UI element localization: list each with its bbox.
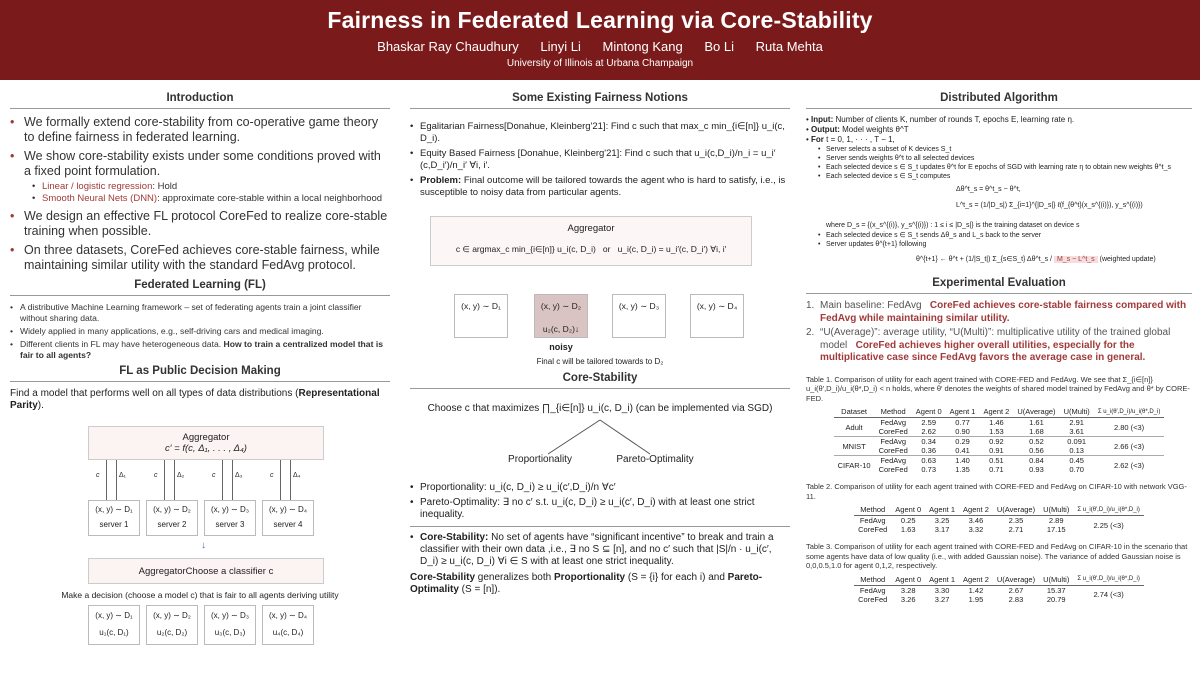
notions-diagram	[410, 202, 790, 382]
arrow-label: c	[212, 472, 216, 479]
author: Bhaskar Ray Chaudhury	[377, 39, 519, 54]
poster-header	[0, 0, 1200, 80]
arrow	[174, 460, 175, 500]
tailored-caption: Final c will be tailored towards to D₂	[536, 357, 664, 366]
list-item: • Linear / logistic regression: Hold	[32, 181, 390, 193]
fl-list	[10, 302, 390, 361]
table-3: Method Agent 0 Agent 1 Agent 2 U(Average) U(Multi) Σ u_i(θ′,D_i)/u_i(θ*,D_i) FedAvg 3.28 3.30 1.42 2.67 15.37 2.74 (<3) CoreFed 3.26 3.27 1.95 2.83 20.79	[854, 574, 1144, 604]
aggregator-box: Aggregator c′ = f(c, Δ₁, . . . , Δ₄)	[88, 426, 324, 460]
list-item: • Core-Stability: No set of agents have “significant incentive” to break and train a classifier with their own data ,i.e., ∃ no S ⊆ [n], and no c′ such that |S|/n · u_i(c′, D_i) ≥ u_i(c, D_i) ∀i ∈ S with at least one strict inequality.	[410, 532, 790, 568]
section-title-experiments: Experimental Evaluation	[806, 277, 1192, 294]
section-title-fl: Federated Learning (FL)	[10, 279, 390, 296]
list-item: • On three datasets, CoreFed achieves core-stable fairness, while maintaining similar utility with the standard FedAvg protocol.	[10, 243, 390, 273]
author: Ruta Mehta	[755, 39, 823, 54]
arrow	[164, 460, 165, 500]
arrow-label: c	[96, 472, 100, 479]
table-row: CoreFed 0.73 1.35 0.71 0.93 0.70	[878, 465, 1084, 474]
section-title-algorithm: Distributed Algorithm	[806, 92, 1192, 109]
column-left	[10, 92, 390, 667]
utility-box: (x, y) ∼ D₄ u₄(c, D₄)	[262, 605, 314, 645]
aggregator-box: Aggregator c ∈ argmax_c min_{i∈[n]} u_i(c, D_i) or u_i(c, D_i) = u_i′(c, D_i′) ∀i, i′	[430, 216, 752, 266]
list-item: • Egalitarian Fairness[Donahue, Kleinberg'21]: Find c such that max_c min_{i∈[n]} u_i(c, D_i).	[410, 121, 790, 145]
list-item: • We show core-stability exists under some conditions proved with a fixed point formulation. • Linear / logistic regression: Hold • Smooth Neural Nets (DNN): approximate core-stable within a local neighborhood	[10, 149, 390, 205]
arrow	[232, 460, 233, 500]
core-generalizes: Core-Stability generalizes both Proportionality (S = {i} for each i) and Pareto-Optimality (S = [n]).	[410, 572, 763, 595]
sub-list	[24, 181, 390, 205]
arrow	[106, 460, 107, 500]
table-row: FedAvg 3.28 3.30 1.42 2.67 15.37 2.74 (<3)	[859, 585, 1124, 599]
client-box: (x, y) ∼ D₁	[454, 294, 508, 338]
pdm-text: Find a model that performs well on all types of data distributions (Representational Parity).	[10, 388, 380, 411]
core-def	[410, 532, 790, 568]
client-box: (x, y) ∼ D₃ server 3	[204, 500, 256, 536]
list-item: • Smooth Neural Nets (DNN): approximate core-stable within a local neighborhood	[32, 193, 390, 205]
section-title-core: Core-Stability	[410, 372, 790, 389]
algorithm-block: • Input: Number of clients K, number of rounds T, epochs E, learning rate η. • Output: Model weights θ^T • For t = 0, 1, · · · , T − 1, • Server selects a subset of K devices S_t • Server sends weights θ^t to all selected devices • Each selected device s ∈ S_t updates θ^t for E epochs of SGD with learning rate η to obtain new weights θ^t_s • Each selected device s ∈ S_t computes Δθ^t_s = θ^t_s − θ^t, L^t_s = (1/|D_s|) Σ_{i=1}^{|D_s|} ℓ(f_{θ^t}(x_s^{(i)}), y_s^{(i)}) where D_s = {(x_s^{(i)}, y_s^{(i)}) : 1 ≤ i ≤ |D_s|} is the training dataset on device s • Each selected device s ∈ S_t sends Δθ_s and L_s back to the server • Server updates θ^{t+1} following θ^{t+1} ← θ^t + (1/|S_t|) Σ_{s∈S_t} Δθ^t_s / M_s − L^t_s (weighted update)	[806, 115, 1192, 265]
client-box: (x, y) ∼ D₄	[690, 294, 744, 338]
intro-list	[10, 115, 390, 273]
table2-caption: Table 2. Comparison of utility for each agent trained with CORE-FED and FedAvg on CIFAR-10 with network VGG-11.	[806, 482, 1187, 501]
table-row: CoreFed 3.26 3.27 1.95 2.83 20.79	[858, 594, 1066, 604]
list-item: • Problem: Final outcome will be tailored towards the agent who is hard to satisfy, i.e., is susceptible to noisy data from particular agents.	[410, 175, 790, 199]
affiliation: University of Illinois at Urbana Champaign	[506, 58, 694, 69]
client-box: (x, y) ∼ D₃	[612, 294, 666, 338]
aggregator-box-2: AggregatorChoose a classifier c	[88, 558, 324, 584]
divider	[410, 526, 790, 527]
author: Mintong Kang	[602, 39, 683, 54]
section-title-introduction: Introduction	[10, 92, 390, 109]
list-item: 2. “U(Average)”: average utility, “U(Multi)”: multiplicative utility of the trained global model CoreFed achieves higher overall utilities, especially for the multiplicative case since FedAvg favors the average case in general.	[806, 327, 1171, 363]
arrow-label: Δ₂	[177, 472, 185, 479]
author-list	[0, 39, 1200, 54]
column-middle	[410, 92, 790, 596]
list-item: • We formally extend core-stability from co-operative game theory to define fairness in federated learning.	[10, 115, 390, 145]
core-list	[410, 482, 790, 521]
tree-label-pareto: Pareto-Optimality	[616, 454, 694, 465]
poster-title: Fairness in Federated Learning via Core-Stability	[327, 7, 873, 33]
core-choose: Choose c that maximizes ∏_{i∈[n]} u_i(c, D_i) (can be implemented via SGD)	[427, 403, 773, 414]
table-row: MNIST FedAvg 0.34 0.29 0.92 0.52 0.091 2.66 (<3)	[834, 437, 1165, 447]
tree-label-proportionality: Proportionality	[508, 454, 572, 465]
arrow	[280, 460, 281, 500]
client-box: (x, y) ∼ D₄ server 4	[262, 500, 314, 536]
pdm-diagram	[10, 412, 390, 667]
noisy-label: noisy	[549, 342, 573, 352]
table-2: Method Agent 0 Agent 1 Agent 2 U(Average) U(Multi) Σ u_i(θ′,D_i)/u_i(θ*,D_i) FedAvg 0.25 3.25 3.46 2.35 2.89 2.25 (<3) CoreFed 1.63 3.17 3.32 2.71 17.15	[854, 504, 1144, 534]
list-item: • Equity Based Fairness [Donahue, Kleinberg'21]: Find c such that u_i(c,D_i)/n_i = u_i′(c,D_i′)/n_i′ ∀i, i′.	[410, 148, 790, 172]
table-row: FedAvg 0.25 3.25 3.46 2.35 2.89 2.25 (<3)	[859, 516, 1124, 530]
table-1: Dataset Method Agent 0 Agent 1 Agent 2 U(Average) U(Multi) Σ u_i(θ′,D_i)/u_i(θ*,D_i) Adult FedAvg 2.59 0.77 1.46 1.61 2.91 2.80 (<3) CoreFed 2.62 0.90 1.53 1.68 3.61 MNIST FedAvg 0.34 0.29 0.92 0.52 0.091 2.66 (<3) CoreFed 0.36 0.41 0.91 0.56 0.13 CIFAR-10 FedAvg 0.63 1.40 0.51 0.84 0.45 2.62 (<3) CoreFed 0.73 1.35 0.71 0.93 0.70	[834, 406, 1165, 474]
list-item: • Different clients in FL may have heterogeneous data. How to train a centralized model that is fair to all agents?	[10, 339, 390, 361]
arrow-label: c	[270, 472, 274, 479]
author: Bo Li	[704, 39, 735, 54]
arrow-down-icon: ↓	[201, 540, 206, 551]
table-row: Adult FedAvg 2.59 0.77 1.46 1.61 2.91 2.80 (<3)	[845, 418, 1145, 432]
utility-box: (x, y) ∼ D₃ u₃(c, D₃)	[204, 605, 256, 645]
exp-list	[806, 300, 1192, 365]
notions-list	[410, 121, 790, 199]
column-right	[806, 92, 1192, 604]
table-row: CoreFed 1.63 3.17 3.32 2.71 17.15	[858, 525, 1066, 534]
table-row: CoreFed 0.36 0.41 0.91 0.56 0.13	[878, 446, 1084, 455]
client-box: (x, y) ∼ D₂ server 2	[146, 500, 198, 536]
table1-caption: Table 1. Comparison of utility for each agent trained with CORE-FED and FedAvg. We see that Σ_{i∈[n]} u_i(θ′,D_i)/u_i(θ*,D_i) < n holds, where θ′ denotes the weights of shared model trained by FedAvg and θ* by CORE-FED.	[806, 374, 1190, 403]
client-box: (x, y) ∼ D₁ server 1	[88, 500, 140, 536]
list-item: • We design an effective FL protocol CoreFed to realize core-stable training when possible.	[10, 209, 390, 239]
arrow-label: c	[154, 472, 158, 479]
list-item: • A distributive Machine Learning framework – set of federating agents train a joint classifier without sharing data.	[10, 302, 390, 324]
pdm-decision: Make a decision (choose a model c) that is fair to all agents deriving utility	[61, 590, 339, 600]
arrow	[116, 460, 117, 500]
list-item: • Widely applied in many applications, e.g., self-driving cars and medical imaging.	[10, 326, 390, 337]
table-row: CIFAR-10 FedAvg 0.63 1.40 0.51 0.84 0.45 2.62 (<3)	[834, 456, 1165, 466]
table3-caption: Table 3. Comparison of utility for each agent trained with CORE-FED and FedAvg on CIFAR-10 in the scenario that some agents have data of low quality (i.e., with added Gaussian noise). The variance of added Gaussian noise is 0,0,0.5,1.0 for agent 0,1,2, respectively.	[806, 542, 1188, 570]
section-title-pdm: FL as Public Decision Making	[10, 365, 390, 382]
utility-box: (x, y) ∼ D₁ u₁(c, D₁)	[88, 605, 140, 645]
client-box-noisy: (x, y) ∼ D₂ u₂(c, D₂)↓	[534, 294, 588, 338]
utility-box: (x, y) ∼ D₂ u₂(c, D₂)	[146, 605, 198, 645]
arrow	[222, 460, 223, 500]
section-title-notions: Some Existing Fairness Notions	[410, 92, 790, 109]
table-row: CoreFed 2.62 0.90 1.53 1.68 3.61	[878, 427, 1084, 436]
arrow-label: Δ₃	[235, 472, 243, 479]
core-tree	[410, 414, 790, 470]
arrow-label: Δ₁	[119, 472, 127, 479]
list-item: • Proportionality: u_i(c, D_i) ≥ u_i(c′,D_i)/n ∀c′	[410, 482, 790, 494]
arrow-label: Δ₄	[293, 472, 301, 479]
list-item: • Pareto-Optimality: ∃ no c′ s.t. u_i(c, D_i) ≥ u_i(c′, D_i) with at least one strict inequality.	[410, 497, 790, 521]
author: Linyi Li	[540, 39, 581, 54]
list-item: 1. Main baseline: FedAvg CoreFed achieves core-stable fairness compared with FedAvg while maintaining similar utility.	[806, 300, 1187, 324]
arrow	[290, 460, 291, 500]
